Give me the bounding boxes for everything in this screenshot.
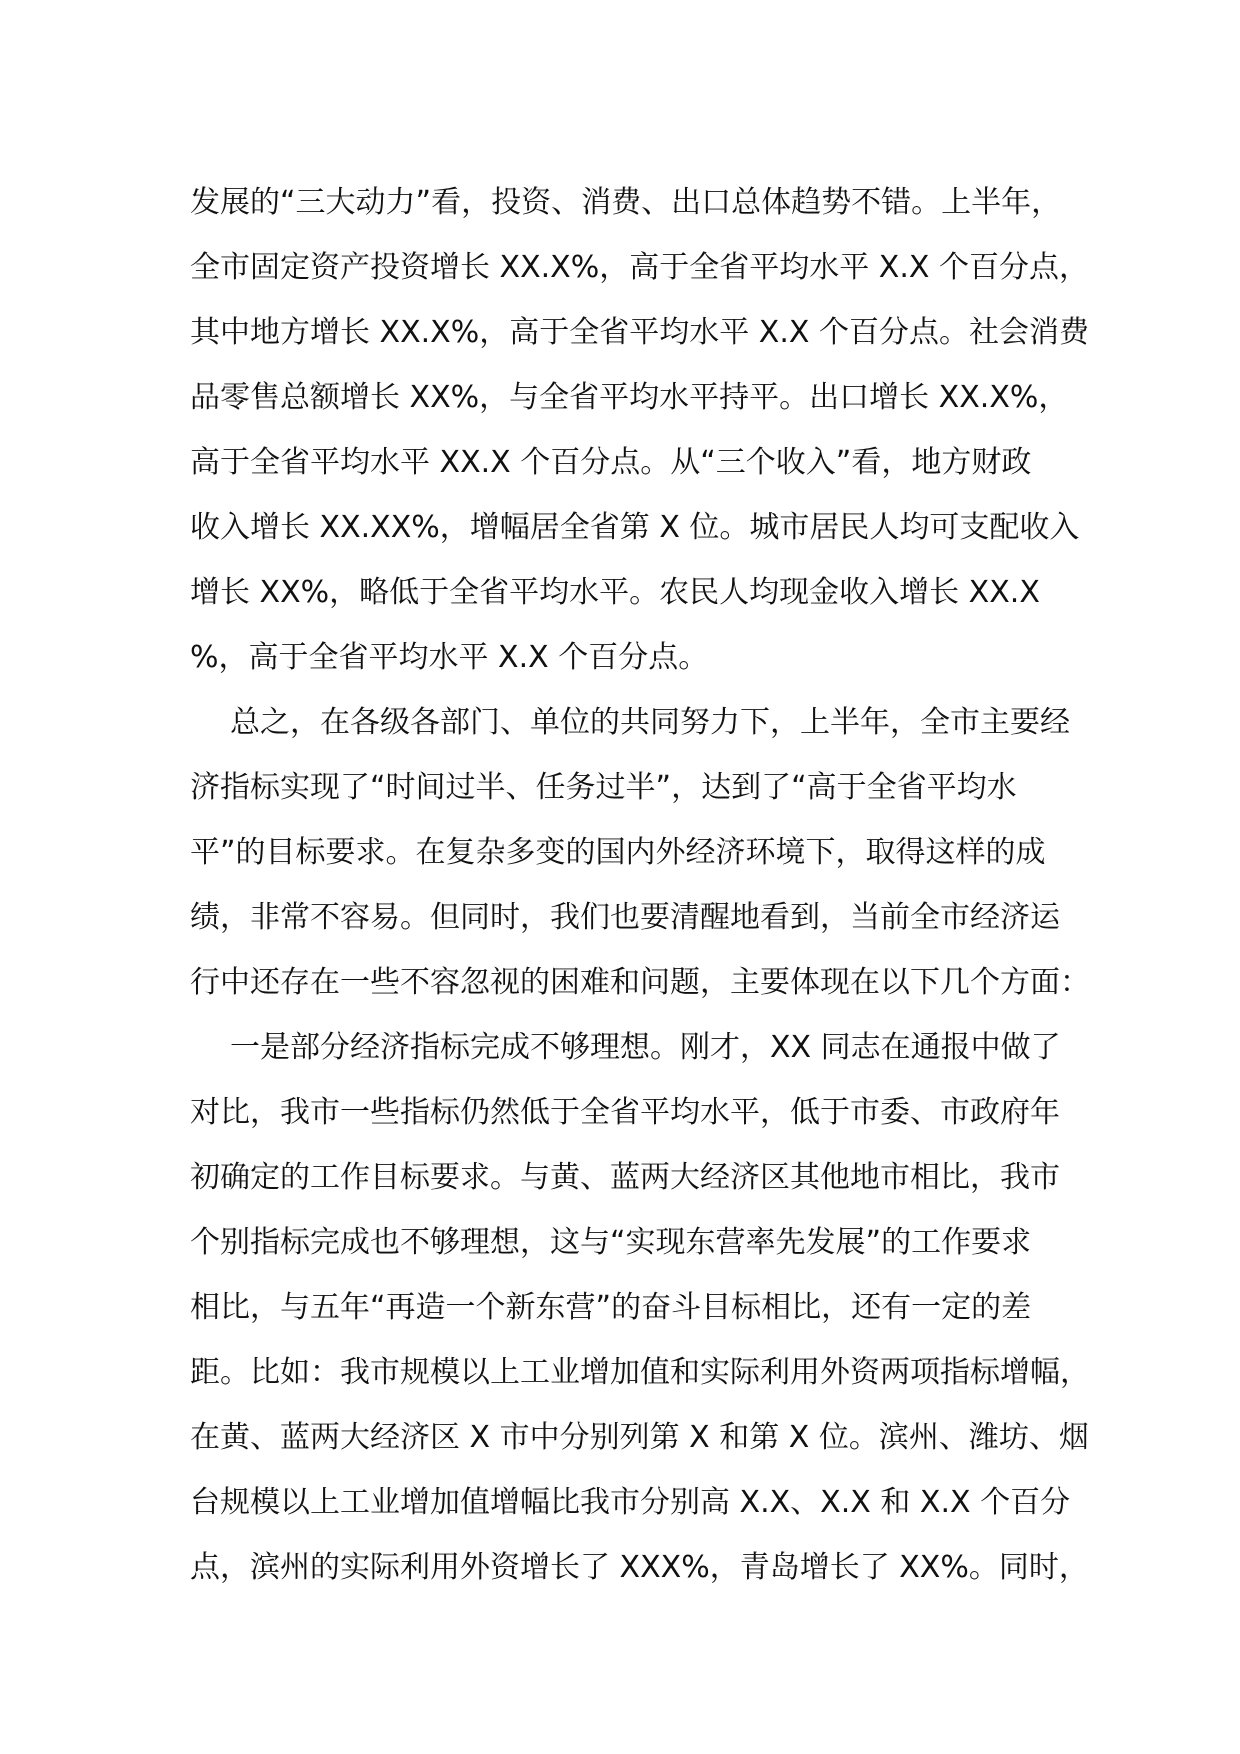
text-line: 发展的“三大动力”看，投资、消费、出口总体趋势不错。上半年， (190, 185, 1062, 220)
text-line: 平”的目标要求。在复杂多变的国内外经济环境下，取得这样的成 (190, 835, 1046, 870)
text-line: 点，滨州的实际利用外资增长了 XXX%，青岛增长了 XX%。同时， (190, 1550, 1089, 1585)
text-line: 其中地方增长 XX.X%，高于全省平均水平 X.X 个百分点。社会消费 (190, 315, 1089, 350)
text-line: 初确定的工作目标要求。与黄、蓝两大经济区其他地市相比，我市 (190, 1160, 1060, 1195)
body-text (190, 170, 1090, 1600)
paragraph-2 (190, 690, 1090, 1015)
text-line: 总之，在各级各部门、单位的共同努力下，上半年，全市主要经 (230, 705, 1070, 740)
text-line: 收入增长 XX.XX%，增幅居全省第 X 位。城市居民人均可支配收入 (190, 510, 1080, 545)
text-line: 行中还存在一些不容忽视的困难和问题，主要体现在以下几个方面： (190, 965, 1090, 1000)
text-line: 在黄、蓝两大经济区 X 市中分别列第 X 和第 X 位。滨州、潍坊、烟 (190, 1420, 1089, 1455)
text-line: 相比，与五年“再造一个新东营”的奋斗目标相比，还有一定的差 (190, 1290, 1032, 1325)
text-line: 增长 XX%，略低于全省平均水平。农民人均现金收入增长 XX.X (190, 575, 1040, 610)
text-line: 台规模以上工业增加值增幅比我市分别高 X.X、X.X 和 X.X 个百分 (190, 1485, 1071, 1520)
text-line: 一是部分经济指标完成不够理想。刚才，XX 同志在通报中做了 (230, 1030, 1061, 1065)
paragraph-3 (190, 1015, 1090, 1600)
text-line: 济指标实现了“时间过半、任务过半”，达到了“高于全省平均水 (190, 770, 1017, 805)
text-line: 绩，非常不容易。但同时，我们也要清醒地看到，当前全市经济运 (190, 900, 1060, 935)
text-line: 品零售总额增长 XX%，与全省平均水平持平。出口增长 XX.X%， (190, 380, 1069, 415)
text-line: 距。比如：我市规模以上工业增加值和实际利用外资两项指标增幅， (190, 1355, 1090, 1390)
text-line: 高于全省平均水平 XX.X 个百分点。从“三个收入”看，地方财政 (190, 445, 1032, 480)
text-line: 对比，我市一些指标仍然低于全省平均水平，低于市委、市政府年 (190, 1095, 1060, 1130)
text-line: 个别指标完成也不够理想，这与“实现东营率先发展”的工作要求 (190, 1225, 1032, 1260)
text-line: 全市固定资产投资增长 XX.X%，高于全省平均水平 X.X 个百分点， (190, 250, 1089, 285)
text-line: %，高于全省平均水平 X.X 个百分点。 (190, 640, 709, 675)
paragraph-1 (190, 170, 1089, 690)
